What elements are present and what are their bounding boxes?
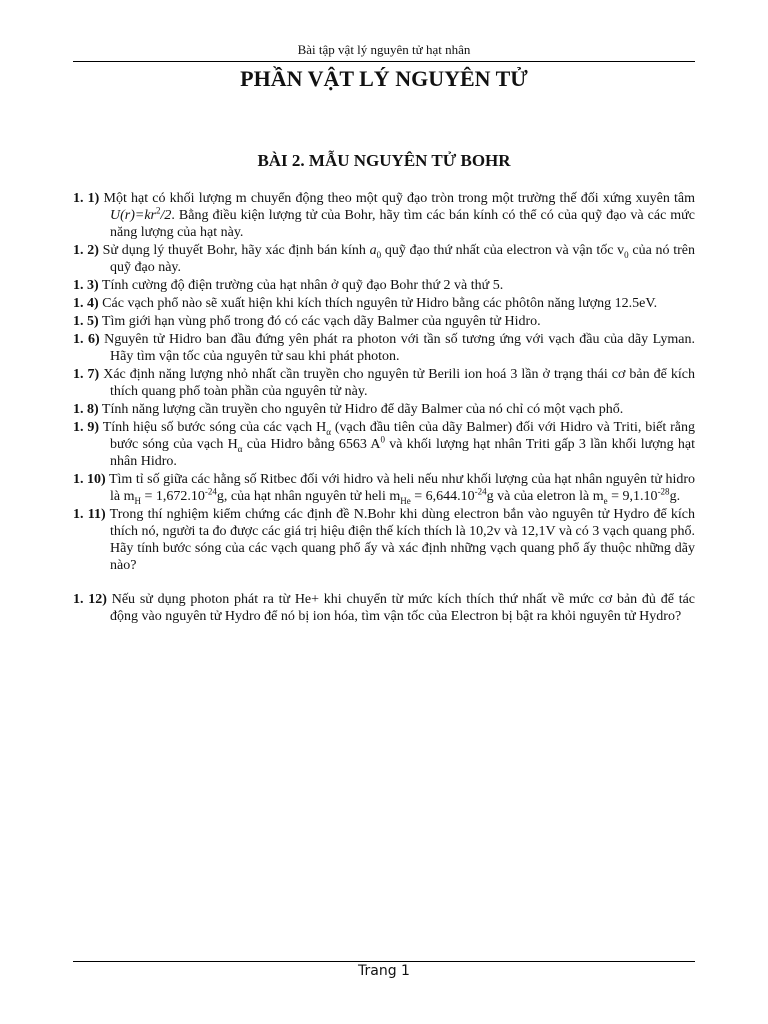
footer-rule bbox=[73, 961, 695, 962]
problem-1-10: 1. 10) Tìm tỉ số giữa các hằng số Ritbec đối với hidro và heli nếu như khối lượng của hạt nhân nguyên tử hidro là $m_H = 1,672.10^{-24}g$, của hạt nhân nguyên tử heli $m_{He} = 6,644.10^{-24}g$ và của eletron là $m_e = 9,1.10^{-28}g$. bbox=[73, 472, 695, 506]
problem-number: 1. 4) bbox=[73, 296, 99, 311]
running-header: Bài tập vật lý nguyên tử hạt nhân bbox=[297, 42, 471, 57]
problem-number: 1. 2) bbox=[73, 243, 99, 258]
problem-number: 1. 7) bbox=[73, 367, 100, 382]
problem-number: 1. 10) bbox=[73, 472, 106, 487]
page-number: Trang 1 bbox=[358, 963, 410, 979]
problem-number: 1. 11) bbox=[73, 507, 106, 522]
problem-1-3: 1. 3) Tính cường độ điện trường của hạt nhân ở quỹ đạo Bohr thứ 2 và thứ 5. bbox=[73, 278, 504, 293]
problem-1-7: 1. 7) Xác định năng lượng nhỏ nhất cần truyền cho nguyên tử Berili ion hoá 3 lần ở trạng thái cơ bản để kích thích quang phổ toàn phần của nguyên tử này. bbox=[73, 367, 696, 399]
problem-1-6: 1. 6) Nguyên tử Hidro ban đầu đứng yên phát ra photon với tần số tương ứng với vạch đầu của dãy Lyman. Hãy tìm vận tốc của nguyên tử sau khi phát photon. bbox=[73, 332, 695, 364]
problem-1-8: 1. 8) Tính năng lượng cần truyền cho nguyên tử Hidro để dãy Balmer của nó chỉ có một vạch phổ. bbox=[73, 402, 624, 417]
section-title: BÀI 2. MẪU NGUYÊN TỬ BOHR bbox=[257, 151, 511, 170]
problem-number: 1. 1) bbox=[73, 191, 100, 206]
problem-list bbox=[73, 190, 695, 625]
problem-1-9: 1. 9) Tính hiệu số bước sóng của các vạch $H_\alpha$ (vạch đầu tiên của dãy Balmer) đối với Hidro và Triti, biết rằng bước sóng của vạch $H_\alpha$ của Hidro bằng 6563 $A^0$ và khối lượng hạt nhân Triti gấp 3 lần khối lượng hạt nhân Hidro. bbox=[73, 420, 696, 469]
problem-number: 1. 8) bbox=[73, 402, 99, 417]
problem-1-1: 1. 1) Một hạt có khối lượng m chuyển động theo một quỹ đạo tròn trong một trường thế đối xứng xuyên tâm $U(r)=kr^2/2$. Bằng điều kiện lượng tử của Bohr, hãy tìm các bán kính có thể có của quỹ đạo và các mức năng lượng của hạt này. bbox=[73, 191, 695, 240]
problem-1-11: 1. 11) Trong thí nghiệm kiểm chứng các định đề N.Bohr khi dùng electron bắn vào nguyên tử Hydro để kích thích nó, người ta đo được các giá trị hiệu điện thế kích thích là 10,2v và 12,1V và có 3 vạch quang phổ. Hãy tính bước sóng của các vạch quang phổ ấy và xác định những vạch quang phổ ấy thuộc những dãy nào? bbox=[73, 507, 696, 573]
page-title: PHẦN VẬT LÝ NGUYÊN TỬ bbox=[240, 66, 528, 91]
problem-1-2: 1. 2) Sử dụng lý thuyết Bohr, hãy xác định bán kính $a_0$ quỹ đạo thứ nhất của electron và vận tốc $v_0$ của nó trên quỹ đạo này. bbox=[73, 243, 695, 275]
problem-number: 1. 9) bbox=[73, 420, 100, 435]
problem-number: 1. 6) bbox=[73, 332, 100, 347]
problem-1-12: 1. 12) Nếu sử dụng photon phát ra từ He+ khi chuyển từ mức kích thích thứ nhất về mức cơ bản đủ để tác động vào nguyên tử Hydro để nó bị ion hóa, tìm vận tốc của Electron bị bật ra khỏi nguyên tử Hydro? bbox=[73, 592, 696, 624]
problem-1-5: 1. 5) Tìm giới hạn vùng phổ trong đó có các vạch dãy Balmer của nguyên tử Hidro. bbox=[73, 314, 541, 329]
problem-number: 1. 12) bbox=[73, 592, 107, 607]
header-rule bbox=[73, 61, 695, 62]
problem-number: 1. 3) bbox=[73, 278, 99, 293]
problem-number: 1. 5) bbox=[73, 314, 99, 329]
problem-1-4: 1. 4) Các vạch phổ nào sẽ xuất hiện khi kích thích nguyên tử Hidro bằng các phôtôn năng lượng 12.5eV. bbox=[73, 296, 658, 311]
